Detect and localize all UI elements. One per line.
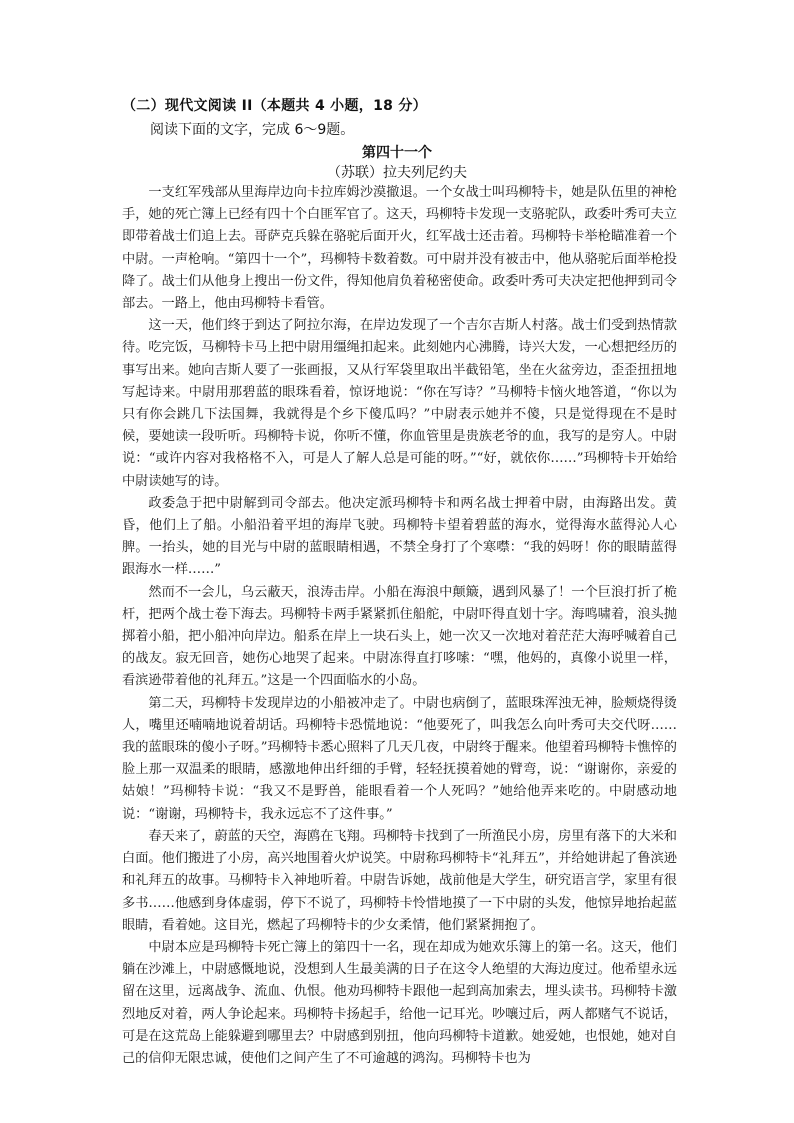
story-body	[122, 182, 677, 1070]
reading-instruction: 阅读下面的文字，完成 6～9题。	[150, 122, 355, 138]
paragraph-5: 第二天，玛柳特卡发现岸边的小船被冲走了。中尉也病倒了，蓝眼珠浑浊无神，脸颊烧得烫人，嘴里还喃喃地说着胡话。玛柳特卡恐慌地说：“他要死了，叫我怎么向叶秀可夫交代呀……我的蓝眼珠的傻小子呀。”玛柳特卡悉心照料了几天几夜，中尉终于醒来。他望着玛柳特卡憔悴的脸上那一双温柔的眼睛，感激地伸出纤细的手臂，轻轻抚摸着她的臂弯，说：“谢谢你，亲爱的姑娘！”玛柳特卡说：“我又不是野兽，能眼看着一个人死吗？”她给他弄来吃的。中尉感动地说：“谢谢，玛柳特卡，我永远忘不了这件事。”	[122, 695, 677, 822]
paragraph-4: 然而不一会儿，乌云蔽天，浪涛击岸。小船在海浪中颠簸，遇到风暴了！一个巨浪打折了桅杆，把两个战士卷下海去。玛柳特卡两手紧紧抓住船舵，中尉吓得直划十字。海鸣啸着，浪头抛掷着小船，把小船冲向岸边。船系在岸上一块石头上，她一次又一次地对着茫茫大海呼喊着自己的战友。寂无回音，她伤心地哭了起来。中尉冻得直打哆嗦：“嘿，他妈的，真像小说里一样，看滨逊带着他的礼拜五。”这是一个四面临水的小岛。	[122, 584, 677, 689]
story-author: （苏联）拉夫列尼约夫	[327, 165, 467, 181]
paragraph-2: 这一天，他们终于到达了阿拉尔海，在岸边发现了一个吉尔吉斯人村落。战士们受到热情款待。吃完饭，马柳特卡马上把中尉用缰绳扣起来。此刻她内心沸腾，诗兴大发，一心想把经历的事写出来。她向吉斯人要了一张画报，又从行军袋里取出半截铅笔，坐在火盆旁边，歪歪扭扭地写起诗来。中尉用那碧蓝的眼珠看着，惊讶地说：“你在写诗？”马柳特卡恼火地答道，“你以为只有你会跳几下法国舞，我就得是个乡下傻瓜吗？”中尉表示她并不傻，只是觉得现在不是时候，要她读一段听听。玛柳特卡说，你听不懂，你血管里是贵族老爷的血，我写的是穷人。中尉说：“或许内容对我格格不入，可是人了解人总是可能的呀。”“好，就依你……”玛柳特卡开始给中尉读她写的诗。	[122, 318, 677, 489]
paragraph-1: 一支红军残部从里海岸边向卡拉库姆沙漠撤退。一个女战士叫玛柳特卡，她是队伍里的神枪手，她的死亡簿上已经有四十个白匪军官了。这天，玛柳特卡发现一支骆驼队，政委叶秀可夫立即带着战士们追上去。哥萨克兵躲在骆驼后面开火，红军战士还击着。玛柳特卡举枪瞄准着一个中尉。一声枪响。“第四十一个”，玛柳特卡数着数。可中尉并没有被击中，他从骆驼后面举枪投降了。战士们从他身上搜出一份文件，得知他肩负着秘密使命。政委叶秀可夫决定把他押到司令部去。一路上，他由玛柳特卡看管。	[122, 185, 677, 312]
section-title: （二）现代文阅读 II（本题共 4 小题，18 分）	[122, 98, 427, 114]
story-title: 第四十一个	[362, 145, 432, 161]
paragraph-6: 春天来了，蔚蓝的天空，海鸥在飞翔。玛柳特卡找到了一所渔民小房，房里有落下的大米和白面。他们搬进了小房，高兴地围着火炉说笑。中尉称玛柳特卡“礼拜五”，并给她讲起了鲁滨逊和礼拜五的故事。马柳特卡入神地听着。中尉告诉她，战前他是大学生，研究语言学，家里有很多书……他感到身体虚弱，停下不说了，玛柳特卡怜惜地摸了一下中尉的头发，他惊异地抬起蓝眼睛，看着她。这目光，燃起了玛柳特卡的少女柔情，他们紧紧拥抱了。	[122, 828, 677, 933]
paragraph-3: 政委急于把中尉解到司令部去。他决定派玛柳特卡和两名战士押着中尉，由海路出发。黄昏，他们上了船。小船沿着平坦的海岸飞驶。玛柳特卡望着碧蓝的海水，觉得海水蓝得沁人心脾。一抬头，她的目光与中尉的蓝眼睛相遇，不禁全身打了个寒噤：“我的妈呀！你的眼睛蓝得跟海水一样……”	[122, 495, 677, 578]
paragraph-7: 中尉本应是玛柳特卡死亡簿上的第四十一名，现在却成为她欢乐簿上的第一名。这天，他们躺在沙滩上，中尉感慨地说，没想到人生最美满的日子在这令人绝望的大海边度过。他希望永远留在这里，远离战争、流血、仇恨。他劝玛柳特卡跟他一起到高加索去，埋头读书。玛柳特卡激烈地反对着，两人争论起来。玛柳特卡扬起手，给他一记耳光。吵嚷过后，两人都赌气不说话，可是在这荒岛上能躲避到哪里去？中尉感到别扭，他向玛柳特卡道歉。她爱她，也恨她，她对自己的信仰无限忠诚，使他们之间产生了不可逾越的鸿沟。玛柳特卡也为	[122, 939, 677, 1066]
